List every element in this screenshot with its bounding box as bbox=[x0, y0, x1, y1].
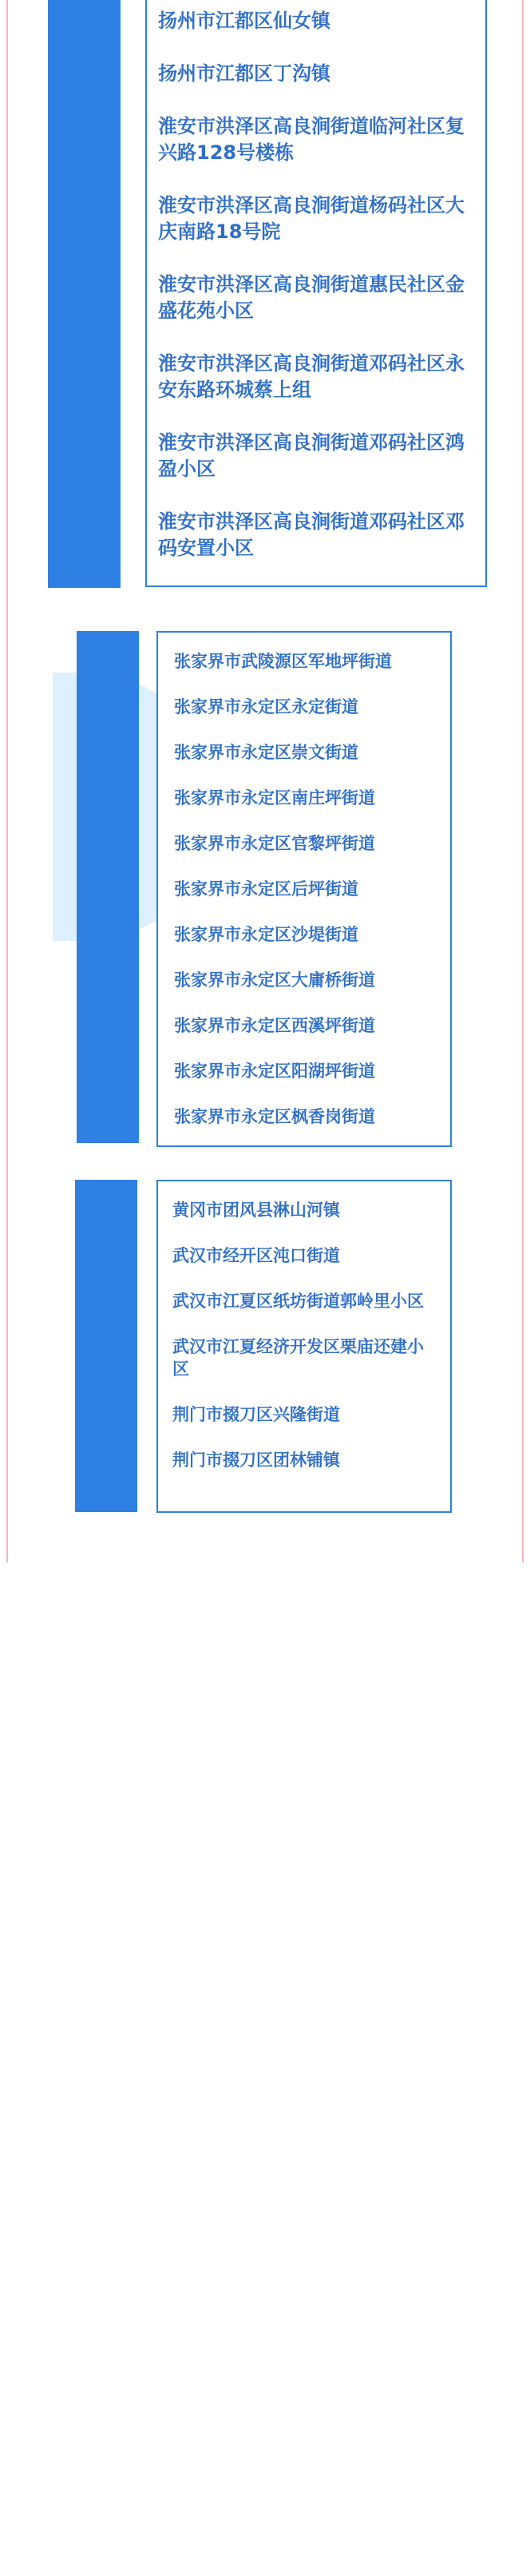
left-border-line bbox=[6, 0, 8, 1562]
list-item: 张家界市永定区沙堤街道 bbox=[174, 925, 358, 944]
list-item: 张家界市永定区后坪街道 bbox=[174, 879, 358, 899]
list-item: 黄冈市团风县淋山河镇 bbox=[172, 1201, 340, 1220]
area-list bbox=[158, 633, 450, 1128]
list-item: 张家界市永定区西溪坪街道 bbox=[174, 1016, 375, 1035]
area-list-box-hunan bbox=[156, 631, 452, 1147]
province-bar-jiangsu bbox=[48, 0, 121, 588]
province-count: （11个） bbox=[77, 1548, 138, 1564]
province-name-char: 省 bbox=[96, 1520, 120, 1547]
list-item: 荆门市掇刀区兴隆街道 bbox=[172, 1405, 340, 1424]
province-label-hubei bbox=[75, 2479, 137, 2576]
list-item: 淮安市洪泽区高良涧街道杨码社区大庆南路18号院 bbox=[158, 194, 465, 243]
area-list bbox=[158, 1181, 450, 1471]
province-count: （6个） bbox=[81, 2559, 132, 2575]
province-name-char: 省 bbox=[94, 2531, 118, 2558]
list-item: 张家界市永定区官黎坪街道 bbox=[174, 834, 375, 853]
province-name-char: 湖 bbox=[94, 2479, 118, 2506]
list-item: 淮安市洪泽区高良涧街道邓码社区邓码安置小区 bbox=[158, 510, 465, 559]
right-border-line bbox=[522, 0, 524, 1562]
list-item: 武汉市江夏区纸坊街道郭岭里小区 bbox=[172, 1292, 424, 1311]
list-item: 张家界市永定区南庄坪街道 bbox=[174, 788, 375, 808]
list-item: 张家界市永定区永定街道 bbox=[174, 697, 358, 716]
list-item: 淮安市洪泽区高良涧街道惠民社区金盛花苑小区 bbox=[158, 273, 465, 322]
area-list bbox=[147, 0, 485, 562]
list-item: 扬州市江都区丁沟镇 bbox=[158, 62, 330, 85]
list-item: 扬州市江都区仙女镇 bbox=[158, 10, 330, 32]
area-list-box-jiangsu bbox=[145, 0, 487, 587]
list-item: 张家界市永定区枫香岗街道 bbox=[174, 1107, 375, 1126]
province-bar-hunan bbox=[77, 631, 139, 1564]
list-item: 武汉市经开区沌口街道 bbox=[172, 1246, 340, 1265]
list-item: 张家界市永定区大庸桥街道 bbox=[174, 970, 375, 990]
list-item: 淮安市洪泽区高良涧街道邓码社区永安东路环城蔡上组 bbox=[158, 352, 465, 401]
list-item: 张家界市武陵源区军地坪街道 bbox=[174, 652, 392, 671]
province-name bbox=[75, 2479, 137, 2558]
list-item: 淮安市洪泽区高良涧街道邓码社区鸿盈小区 bbox=[158, 431, 465, 480]
list-item: 武汉市江夏经济开发区栗庙还建小区 bbox=[172, 1337, 424, 1379]
list-item: 荆门市掇刀区团林铺镇 bbox=[172, 1451, 340, 1470]
province-name-char: 北 bbox=[94, 2505, 118, 2532]
list-item: 张家界市永定区阳湖坪街道 bbox=[174, 1062, 375, 1081]
area-list-box-hubei bbox=[156, 1180, 452, 1513]
list-item: 淮安市洪泽区高良涧街道临河社区复兴路128号楼栋 bbox=[158, 115, 465, 164]
list-item: 张家界市永定区崇文街道 bbox=[174, 743, 358, 762]
